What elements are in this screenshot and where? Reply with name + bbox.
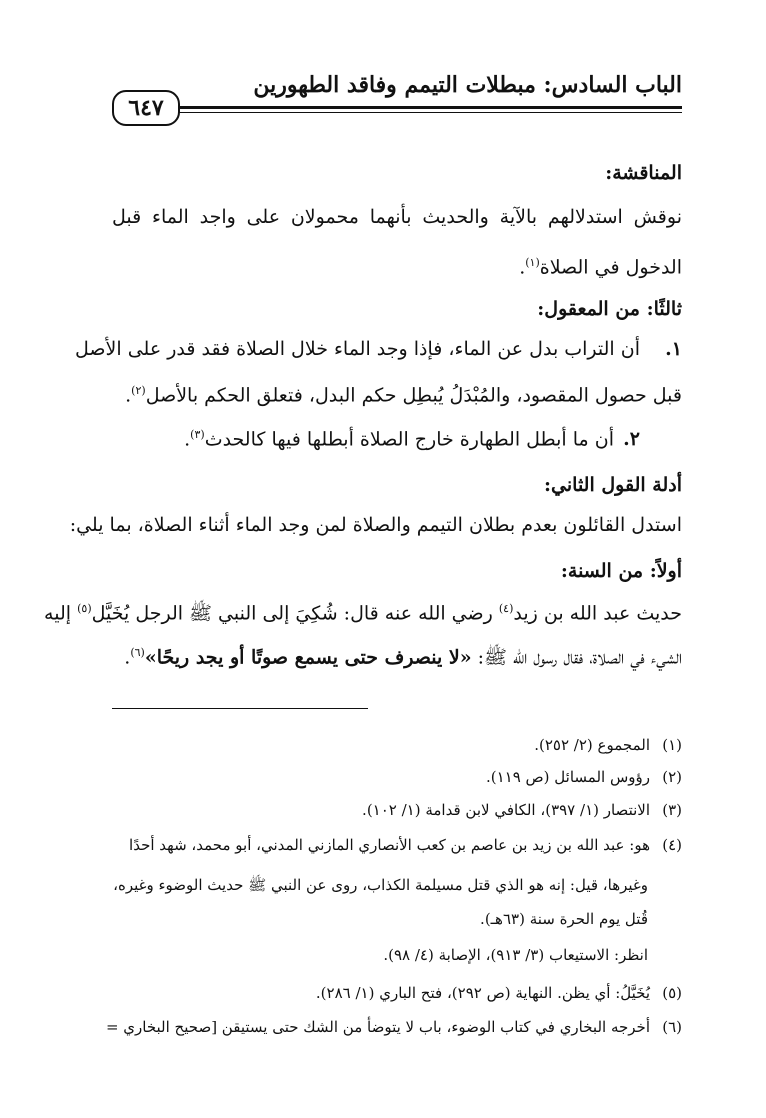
footnote bbox=[112, 797, 682, 823]
list-number: ٢. bbox=[623, 428, 640, 451]
footnote-text: المجموع (٢/ ٢٥٢). bbox=[534, 736, 650, 754]
footnote bbox=[112, 764, 682, 790]
hadith-text: الشيء في الصلاة، فقال رسول الله ﷺ: bbox=[477, 646, 682, 669]
footnote-number: (٤) bbox=[662, 836, 682, 854]
page-header bbox=[112, 66, 682, 122]
hadith-line: الشيء في الصلاة، فقال رسول الله ﷺ: «لا ينصرف حتى يسمع صوتًا أو يجد ريحًا»$^{(٦)}$. bbox=[124, 646, 682, 669]
footnote bbox=[112, 980, 682, 1006]
footnote-text: أخرجه البخاري في كتاب الوضوء، باب لا يتوضأ من الشك حتى يستيقن [صحيح البخاري = bbox=[105, 1018, 650, 1036]
footnote-number: (٣) bbox=[662, 801, 682, 819]
footnote-text: يُخَيَّلُ: أي يظن. النهاية (ص ٢٩٢)، فتح الباري (١/ ٢٨٦). bbox=[315, 984, 650, 1002]
list-text: قبل حصول المقصود، والمُبْدَلُ يُبطِل حكم البدل، فتعلق الحكم بالأصل bbox=[145, 384, 682, 407]
footnote-number: (٥) bbox=[662, 984, 682, 1002]
discussion-line: نوقش استدلالهم بالآية والحديث بأنهما محمولان على واجد الماء قبل bbox=[112, 206, 682, 228]
section-heading: أدلة القول الثاني: bbox=[544, 474, 682, 496]
footnote-continued bbox=[112, 872, 648, 898]
list-item: ٢.أن ما أبطل الطهارة خارج الصلاة أبطلها فيها كالحدث$^{(٣)}$. bbox=[184, 420, 640, 454]
footnote-continued bbox=[112, 906, 648, 932]
footnote bbox=[112, 832, 682, 858]
footnote-ref: (٣) bbox=[190, 428, 205, 441]
discussion-line: الدخول في الصلاة$^{(١)}$. bbox=[519, 256, 682, 279]
footnote-divider bbox=[112, 708, 368, 709]
header-rule bbox=[172, 106, 682, 109]
hadith-quote: «لا ينصرف حتى يسمع صوتًا أو يجد ريحًا» bbox=[144, 646, 472, 669]
discussion-text: الدخول في الصلاة bbox=[539, 256, 682, 279]
hadith-text: حديث عبد الله بن زيد bbox=[513, 602, 682, 625]
footnote bbox=[105, 1014, 682, 1040]
section-heading: ثالثًا: من المعقول: bbox=[537, 298, 682, 320]
discussion-heading: المناقشة: bbox=[605, 162, 682, 184]
hadith-text: إليه bbox=[44, 602, 72, 625]
footnote bbox=[112, 732, 682, 758]
section-heading: أولاً: من السنة: bbox=[560, 560, 682, 582]
footnote-continued bbox=[112, 942, 648, 968]
list-item-continued: قبل حصول المقصود، والمُبْدَلُ يُبطِل حكم البدل، فتعلق الحكم بالأصل$^{(٢)}$. bbox=[125, 384, 682, 407]
footnote-ref: (٤) bbox=[498, 602, 514, 615]
footnote-ref: (١) bbox=[525, 256, 540, 269]
footnote-ref: (٢) bbox=[131, 384, 146, 397]
footnote-text: انظر: الاستيعاب (٣/ ٩١٣)، الإصابة (٤/ ٩٨). bbox=[383, 946, 648, 964]
header-rule-thin bbox=[172, 112, 682, 113]
footnote-number: (٦) bbox=[662, 1018, 682, 1036]
footnote-number: (٢) bbox=[662, 768, 682, 786]
footnote-number: (١) bbox=[662, 736, 682, 754]
list-item bbox=[75, 334, 682, 364]
footnote-text: قُتل يوم الحرة سنة (٦٣هـ). bbox=[480, 910, 648, 928]
hadith-line bbox=[44, 594, 682, 628]
footnote-text: هو: عبد الله بن زيد بن عاصم بن كعب الأنصاري المازني المدني، أبو محمد، شهد أحدًا bbox=[129, 836, 650, 854]
footnote-text: رؤوس المسائل (ص ١١٩). bbox=[485, 768, 650, 786]
page-number: ٦٤٧ bbox=[112, 90, 180, 126]
footnote-text: الانتصار (١/ ٣٩٧)، الكافي لابن قدامة (١/ ١٠٢). bbox=[362, 801, 650, 819]
footnote-ref: (٥) bbox=[77, 602, 92, 615]
list-text: أن التراب بدل عن الماء، فإذا وجد الماء خلال الصلاة فقد قدر على الأصل bbox=[75, 338, 640, 360]
list-text: أن ما أبطل الطهارة خارج الصلاة أبطلها فيها كالحدث bbox=[204, 428, 614, 451]
footnote-text: وغيرها، قيل: إنه هو الذي قتل مسيلمة الكذاب، روى عن النبي ﷺ حديث الوضوء وغيره، bbox=[113, 876, 648, 894]
list-number: ١. bbox=[665, 338, 682, 360]
running-title: الباب السادس: مبطلات التيمم وفاقد الطهورين bbox=[253, 72, 682, 98]
footnote-ref: (٦) bbox=[130, 646, 145, 659]
hadith-text: رضي الله عنه قال: شُكِيَ إلى النبي ﷺ الرجل يُخَيَّل bbox=[91, 602, 493, 625]
paragraph: استدل القائلون بعدم بطلان التيمم والصلاة لمن وجد الماء أثناء الصلاة، بما يلي: bbox=[69, 514, 682, 536]
